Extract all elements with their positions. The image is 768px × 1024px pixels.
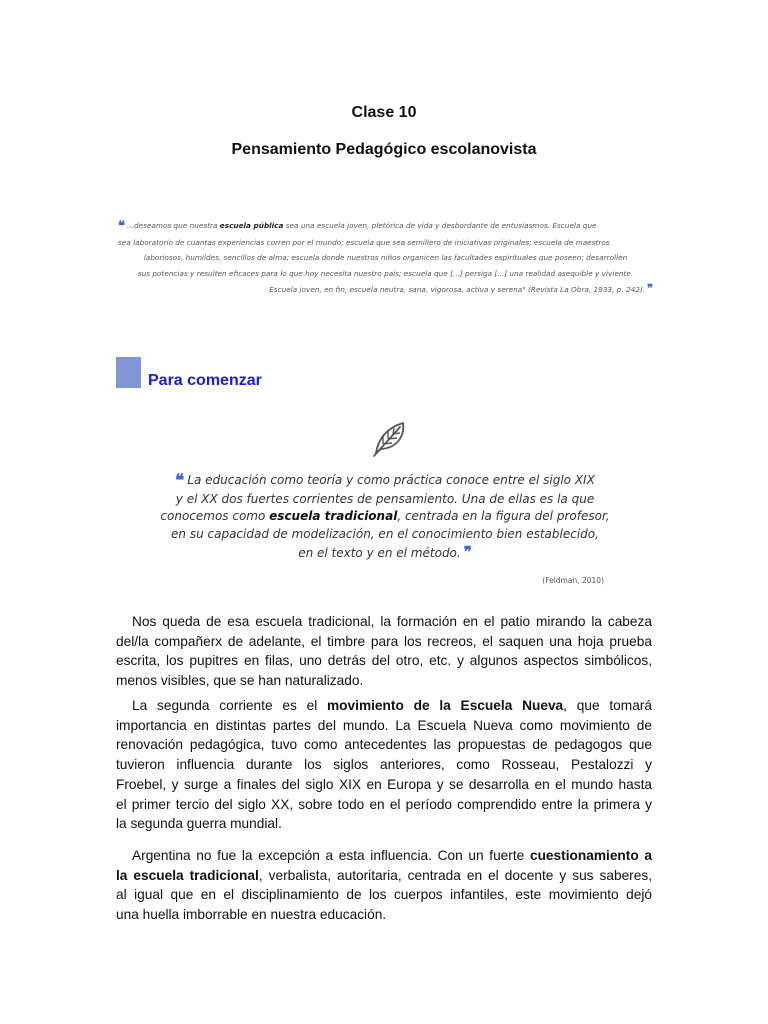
paragraph-emphasis: cuestionamiento a (529, 848, 652, 863)
page-subtitle: Pensamiento Pedagógico escolanovista (231, 141, 537, 158)
paragraph-text: , que tomará (563, 698, 652, 713)
epigraph-text: ...deseamos que nuestra (127, 221, 220, 230)
paragraph-line (116, 696, 652, 716)
paragraph-line (116, 846, 652, 866)
paragraph-line: importancia en distintas partes del mundo. La Escuela Nueva como movimiento de (116, 717, 652, 733)
epigraph-text: Escuela joven, en fin, escuela neutra, sana, vigorosa, activa y serena" (Revista La Obra, 1933, p. 242). (269, 285, 646, 295)
paragraph-text: La segunda corriente es el (132, 698, 328, 713)
paragraph-emphasis: la escuela tradicional (116, 867, 259, 883)
paragraph-line: la segunda guerra mundial. (116, 816, 282, 832)
body-paragraph-1 (116, 612, 652, 691)
paragraph-emphasis: movimiento de la Escuela Nueva (327, 698, 564, 713)
class-title: Clase 10 (351, 104, 417, 121)
quote-text: La educación como teoría y como práctica conoce entre el siglo XIX (187, 473, 595, 487)
section-title: Para comenzar (148, 372, 262, 389)
quote-line (150, 508, 620, 526)
paragraph-text: Argentina no fue la excepción a esta influencia. Con un fuerte (132, 848, 530, 863)
paragraph-line: una huella imborrable en nuestra educación. (116, 907, 387, 923)
epigraph-line: sea laboratorio de cuantas experiencias corren por el mundo; escuela que sea semillero de iniciativas originales; escuela de maestros (118, 237, 610, 247)
paragraph-line: Froebel, y surge a finales del siglo XIX en Europa y se desarrolla en el mundo hasta (116, 776, 652, 792)
quote-text: en el texto y en el método. (298, 545, 461, 560)
epigraph-quote (118, 218, 653, 298)
body-paragraph-2 (116, 696, 652, 834)
paragraph-line: al igual que en el disciplinamiento de los cuerpos infantiles, este movimiento dejó (116, 887, 652, 903)
paragraph-line: menos visibles, que se han naturalizado. (116, 673, 364, 689)
quote-line: y el XX dos fuertes corrientes de pensamiento. Una de ellas es la que (175, 491, 595, 506)
epigraph-emphasis: escuela pública (219, 221, 284, 230)
quote-text: conocemos como (160, 509, 270, 524)
quote-line: en su capacidad de modelización, en el conocimiento bien establecido, (171, 527, 599, 542)
paragraph-line: escrita, los pupitres en filas, uno detrás del otro, etc. y algunos aspectos simbólicos, (116, 653, 652, 669)
epigraph-text: sea una escuela joven, pletórica de vida y desbordante de entusiasmos. Escuela que (283, 221, 597, 230)
body-paragraph-3 (116, 846, 652, 925)
paragraph-line: renovación pedagógica, tuvo como antecedentes las propuestas de pedagogos que (116, 737, 652, 753)
quote-text: , centrada en la figura del profesor, (397, 509, 610, 524)
paragraph-line (116, 866, 652, 886)
epigraph-line (118, 281, 653, 298)
featured-quote (150, 472, 620, 563)
section-marker (116, 357, 141, 388)
paragraph-line: tuvieron influencia durante los siglos anteriores, como Rosseau, Pestalozzi y (116, 757, 652, 773)
paragraph-line: el primer tercio del siglo XX, sobre todo en el período comprendido entre la primera y (116, 796, 652, 812)
close-quote-icon: ❞ (463, 542, 472, 561)
paragraph-line: Nos queda de esa escuela tradicional, la formación en el patio mirando la cabeza (132, 614, 652, 629)
epigraph-line (118, 218, 653, 235)
open-quote-icon: ❝ (175, 471, 185, 491)
paragraph-line: del/la compañerx de adelante, el timbre para los recreos, el saquen una hoja prueba (116, 633, 652, 649)
close-quote-icon: ❞ (647, 282, 653, 296)
quote-line (150, 544, 620, 563)
leaf-icon (370, 418, 410, 458)
quote-emphasis: escuela tradicional (269, 509, 398, 524)
epigraph-line: sus potencias y resulten eficaces para lo que hoy necesita nuestro país; escuela que [...] persiga [...] una realidad asequible y viviente. (137, 268, 634, 278)
quote-citation: (Feldman, 2010) (542, 576, 604, 585)
open-quote-icon: ❝ (118, 219, 125, 234)
epigraph-line: laboriosos, humildes, sencillos de alma; escuela donde nuestros niños organicen las facultades espirituales que poseen; desarrollen (143, 253, 628, 263)
quote-line (150, 472, 620, 491)
paragraph-text: , verbalista, autoritaria, centrada en el docente y sus saberes, (258, 867, 652, 883)
